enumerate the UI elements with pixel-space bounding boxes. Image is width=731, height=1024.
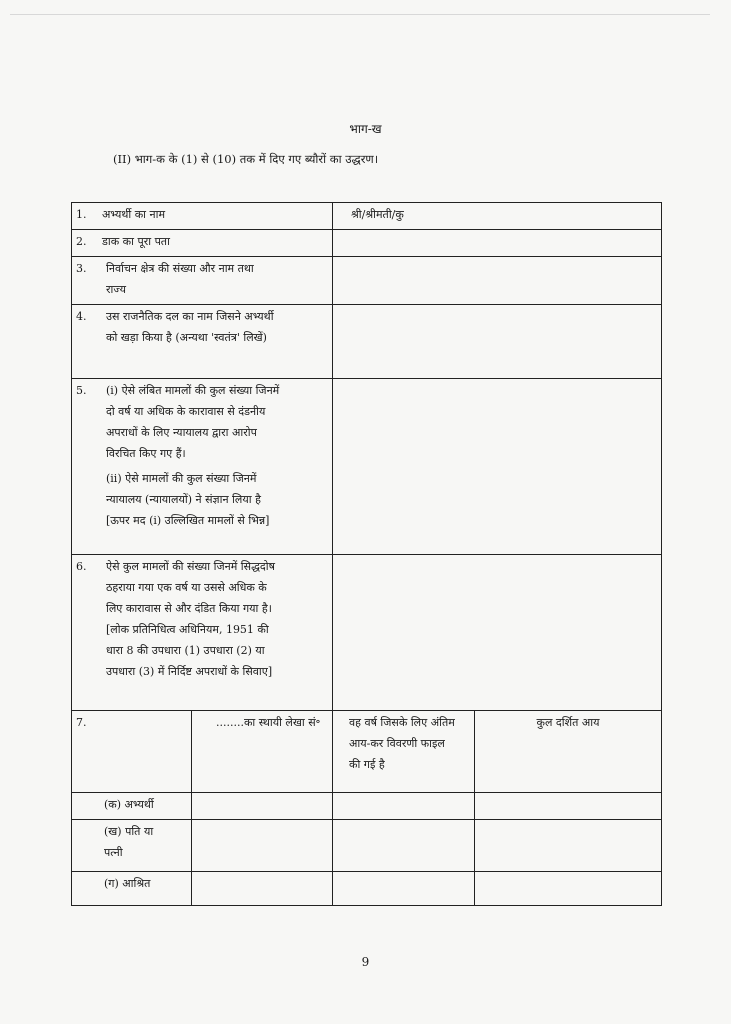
table-row (72, 379, 662, 555)
income-cell (192, 820, 333, 872)
row-value-cell (333, 555, 662, 711)
income-cell (192, 872, 333, 906)
income-cell (475, 820, 662, 872)
row-label: डाक का पूरा पता (102, 235, 170, 248)
row-value-cell (333, 305, 662, 379)
row-label: (i) ऐसे लंबित मामलों की कुल संख्या जिनमें दो वर्ष या अधिक के कारावास से दंडनीय अपराधों के लिए न्यायालय द्वारा आरोप विरचित किए गए हैं। (106, 384, 280, 460)
row-label: उस राजनैतिक दल का नाम जिसने अभ्यर्थी को खड़ा किया है (अन्यथा 'स्वतंत्र' लिखें) (106, 310, 274, 344)
table-row (72, 257, 662, 305)
row-label-secondary: (ii) ऐसे मामलों की कुल संख्या जिनमें न्यायालय (न्यायालयों) ने संज्ञान लिया है [ऊपर मद (i) उल्लिखित मामलों से भिन्न] (106, 472, 270, 527)
income-cell (475, 793, 662, 820)
income-row-label: (ख) पति या पत्नी (72, 820, 192, 872)
row-number: 7. (76, 716, 87, 729)
income-cell (333, 872, 475, 906)
income-cell (333, 793, 475, 820)
income-number-cell (72, 711, 192, 793)
affidavit-table (71, 202, 662, 906)
scan-artifact-line (10, 14, 710, 15)
income-row (72, 820, 662, 872)
income-header-pan: ........का स्थायी लेखा सं॰ (192, 711, 333, 793)
row-label-cell (72, 230, 333, 257)
income-cell (192, 793, 333, 820)
row-number: 5. (76, 384, 87, 397)
intro-text: (II) भाग-क के (1) से (10) तक में दिए गए ब्यौरों का उद्धरण। (113, 152, 379, 166)
row-label-cell (72, 555, 333, 711)
row-number: 3. (76, 262, 87, 275)
table-row (72, 230, 662, 257)
income-header-row (72, 711, 662, 793)
row-value-cell (333, 230, 662, 257)
row-label-cell (72, 257, 333, 305)
income-header-year: वह वर्ष जिसके लिए अंतिम आय-कर विवरणी फाइल की गई है (333, 711, 475, 793)
income-cell (475, 872, 662, 906)
income-header-total: कुल दर्शित आय (475, 711, 662, 793)
row-number: 1. (76, 208, 87, 221)
row-label: निर्वाचन क्षेत्र की संख्या और नाम तथा राज्य (106, 262, 254, 296)
income-cell (333, 820, 475, 872)
row-value: श्री/श्रीमती/कु (351, 208, 404, 221)
table-row (72, 203, 662, 230)
row-label-cell (72, 203, 333, 230)
row-value-cell (333, 257, 662, 305)
table-row (72, 305, 662, 379)
page-number: 9 (361, 955, 370, 969)
row-value-cell (333, 203, 662, 230)
row-label: ऐसे कुल मामलों की संख्या जिनमें सिद्धदोष ठहराया गया एक वर्ष या उससे अधिक के लिए कारावास से और दंडित किया गया है। [लोक प्रतिनिधित्व अधिनियम, 1951 की धारा 8 की उपधारा (1) उपधारा (2) या उपधारा (3) में निर्दिष्ट अपराधों के सिवाए] (106, 560, 275, 678)
row-number: 2. (76, 235, 87, 248)
row-number: 4. (76, 310, 87, 323)
table-row (72, 555, 662, 711)
income-row (72, 793, 662, 820)
row-number: 6. (76, 560, 87, 573)
income-row-label: (ग) आश्रित (72, 872, 192, 906)
row-value-cell (333, 379, 662, 555)
income-row (72, 872, 662, 906)
page-title: भाग-ख (349, 122, 382, 136)
row-label-cell (72, 305, 333, 379)
income-row-label: (क) अभ्यर्थी (72, 793, 192, 820)
row-label-cell (72, 379, 333, 555)
row-label: अभ्यर्थी का नाम (102, 208, 166, 221)
